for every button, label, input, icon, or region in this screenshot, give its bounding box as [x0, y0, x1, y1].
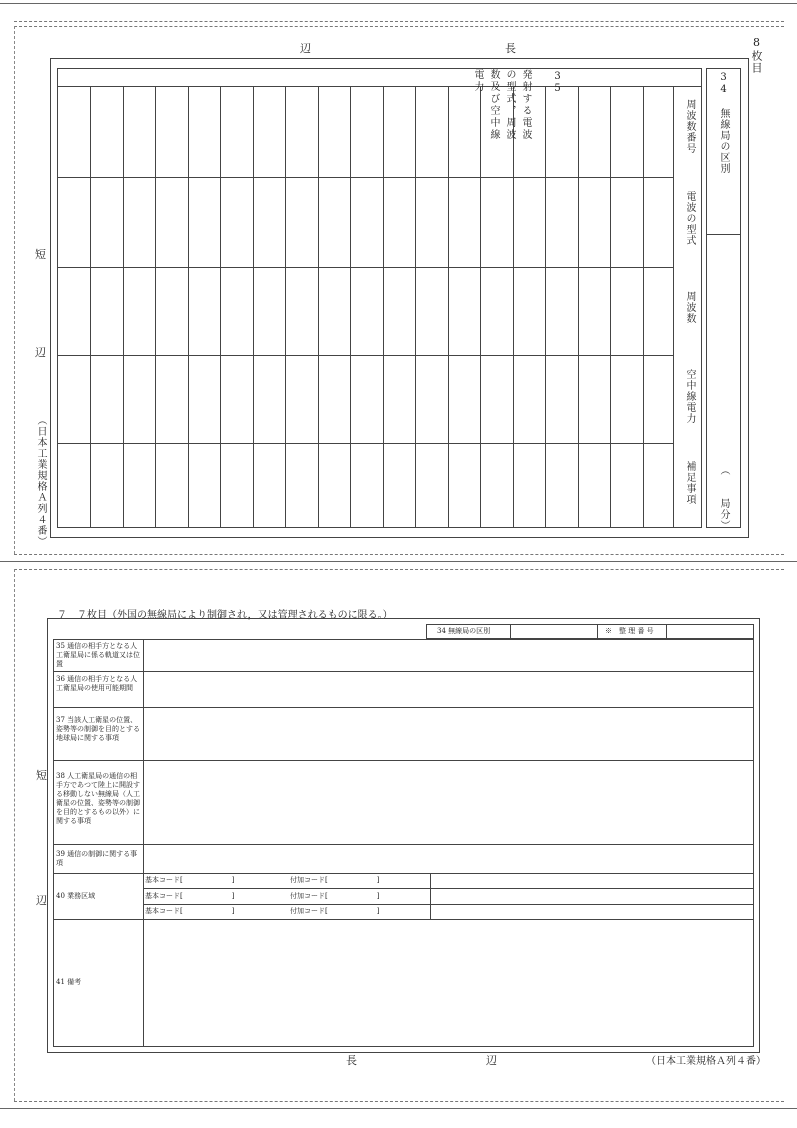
long-edge-mark: 長 — [346, 1054, 357, 1067]
extra-code-field[interactable]: 付加コード[ ] — [290, 892, 380, 900]
basic-code-field[interactable]: 基本コード[ ] — [145, 892, 235, 900]
dashed-rule — [14, 26, 784, 27]
row-35-label: 35 通信の相手方となる人工衛星局に係る軌道又は位置 — [56, 642, 140, 668]
item35-label: 発射する電波の型式，周波数及び空中線電力 — [472, 69, 531, 141]
row-39-label: 39 通信の制御に関する事項 — [56, 850, 138, 867]
col-emission-type: 電波の型式 — [684, 191, 695, 246]
page-heading: ７ ７枚目（外国の無線局により制御され，又は管理されるものに限る。） — [57, 610, 393, 621]
col-frequency-number: 周波数番号 — [684, 99, 695, 154]
extra-code-field[interactable]: 付加コード[ ] — [290, 907, 380, 915]
top-rule — [0, 3, 797, 4]
jis-note: （日本工業規格Ａ列４番） — [35, 415, 46, 547]
seiri-number-label: ※ 整 理 番 号 — [605, 627, 654, 635]
row-40-label: 40 業務区域 — [56, 892, 96, 900]
basic-code-field[interactable]: 基本コード[ ] — [145, 876, 235, 884]
long-edge-mark: 辺 — [300, 42, 311, 55]
item35-number: 35 — [552, 71, 563, 95]
dashed-rule — [14, 554, 784, 555]
col-frequency: 周波数 — [684, 291, 695, 324]
extra-code-field[interactable]: 付加コード[ ] — [290, 876, 380, 884]
long-edge-mark: 辺 — [486, 1054, 497, 1067]
row-41-label: 41 備考 — [56, 978, 82, 986]
short-edge-mark: 辺 — [36, 894, 47, 907]
col-antenna-power: 空中線電力 — [684, 369, 695, 424]
jis-note: （日本工業規格Ａ列４番） — [646, 1056, 766, 1067]
row-38-label: 38 人工衛星局の通信の相手方であつて陸上に開設する移動しない無線局（人工衛星の位置、姿勢等の制御を目的とするもの以外）に関する事項 — [56, 772, 140, 825]
item34-count: （ 局分） — [718, 465, 729, 531]
divider-rule — [0, 561, 797, 562]
bottom-rule — [0, 1108, 797, 1109]
upper-table — [57, 68, 702, 528]
row-36-label: 36 通信の相手方となる人工衛星局の使用可能期間 — [56, 675, 138, 692]
dashed-rule — [14, 21, 784, 22]
lower-table — [53, 639, 754, 1047]
dashed-rule — [14, 1101, 784, 1102]
short-edge-mark: 短 — [36, 769, 47, 782]
col-remarks: 補足事項 — [684, 461, 695, 505]
basic-code-field[interactable]: 基本コード[ ] — [145, 907, 235, 915]
dashed-rule — [14, 26, 15, 554]
item34-label: 34 無線局の区別 — [437, 627, 491, 635]
dashed-rule — [14, 569, 784, 570]
item34-label: 34 無線局の区別 — [718, 72, 729, 174]
item34-divider — [706, 234, 741, 235]
short-edge-mark: 短 — [35, 248, 46, 261]
page-label: 8枚目 — [750, 36, 763, 74]
long-edge-mark: 長 — [505, 42, 516, 55]
lower-header-row — [426, 624, 754, 639]
short-edge-mark: 辺 — [35, 346, 46, 359]
dashed-rule — [14, 569, 15, 1101]
row-37-label: 37 当該人工衛星の位置、姿勢等の制御を目的とする地球局に関する事項 — [56, 716, 140, 742]
